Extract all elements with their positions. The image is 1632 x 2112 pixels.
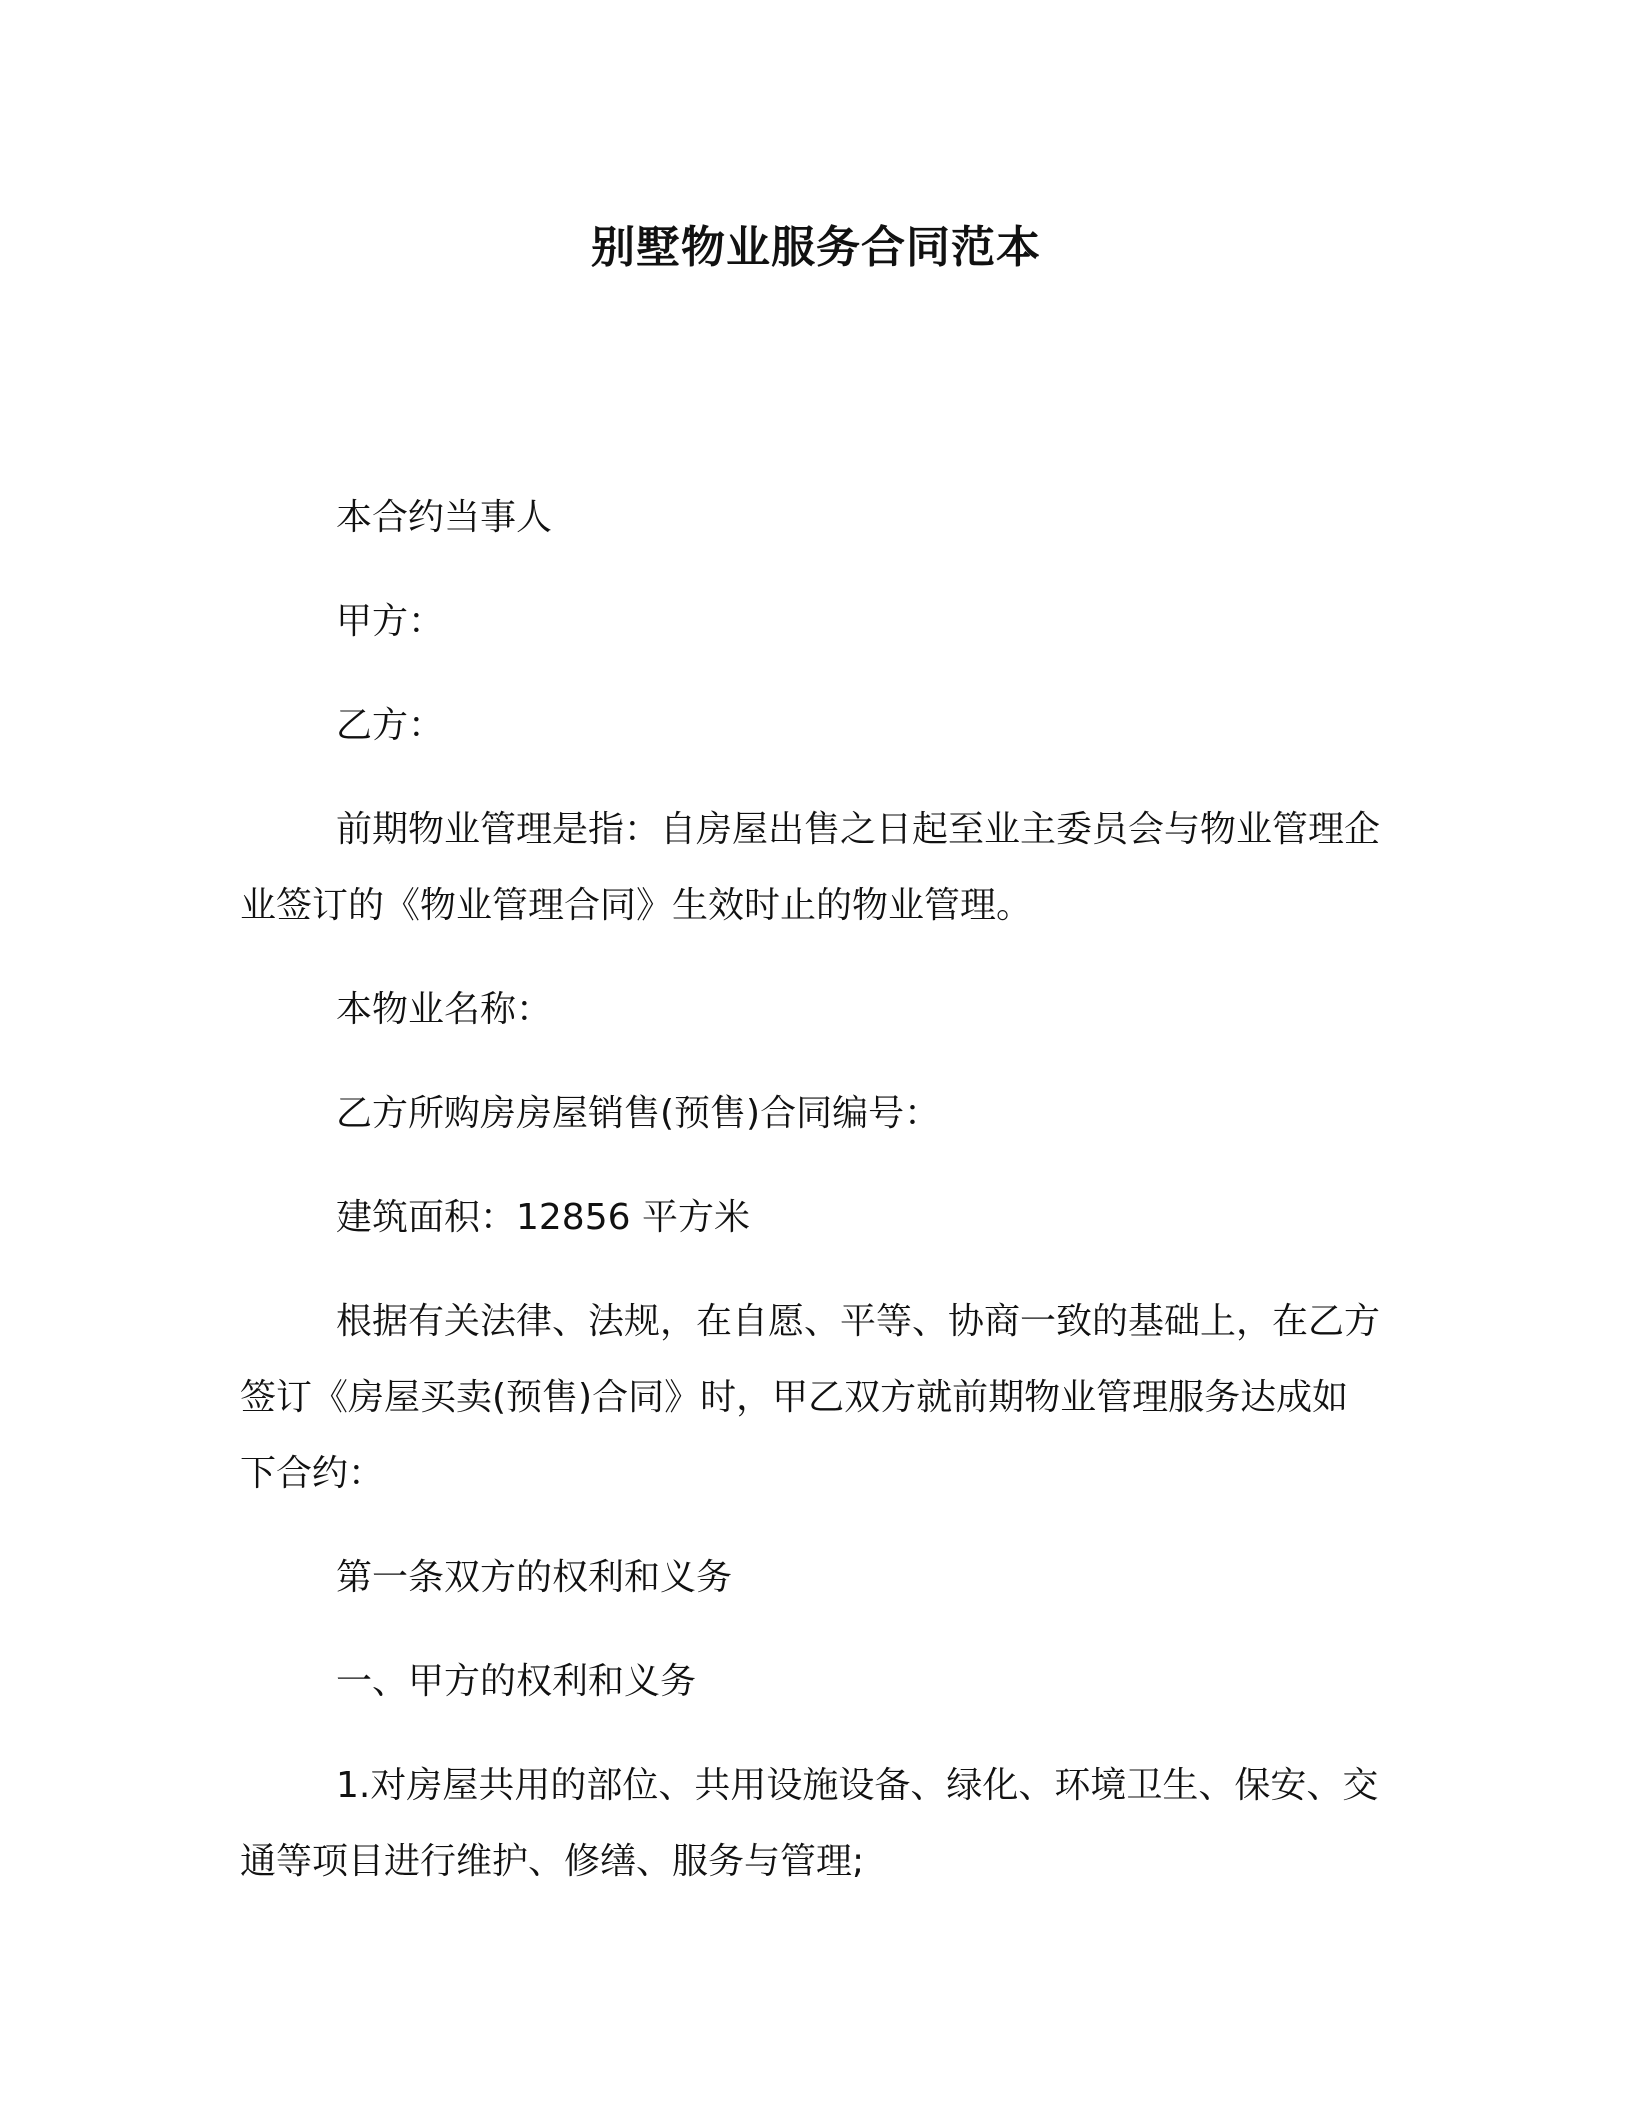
paragraph-basis: 根据有关法律、法规，在自愿、平等、协商一致的基础上，在乙方签订《房屋买卖(预售)合同》时，甲乙双方就前期物业管理服务达成如下合约：	[240, 1301, 1381, 1494]
paragraph-property-name: 本物业名称：	[336, 989, 553, 1030]
paragraph-section-1: 一、甲方的权利和义务	[336, 1661, 697, 1702]
paragraph-party-b: 乙方：	[336, 705, 445, 746]
paragraph-contract-number: 乙方所购房房屋销售(预售)合同编号：	[336, 1093, 941, 1134]
document-title: 别墅物业服务合同范本	[591, 222, 1041, 273]
paragraph-parties: 本合约当事人	[336, 497, 553, 538]
paragraph-party-a: 甲方：	[336, 601, 445, 642]
paragraph-item-1: 1.对房屋共用的部位、共用设施设备、绿化、环境卫生、保安、交通等项目进行维护、修缮、服务与管理;	[240, 1765, 1379, 1882]
paragraph-definition: 前期物业管理是指：自房屋出售之日起至业主委员会与物业管理企业签订的《物业管理合同》生效时止的物业管理。	[240, 809, 1381, 926]
paragraph-article-1: 第一条双方的权利和义务	[336, 1557, 733, 1598]
paragraph-building-area: 建筑面积：12856 平方米	[336, 1197, 750, 1238]
